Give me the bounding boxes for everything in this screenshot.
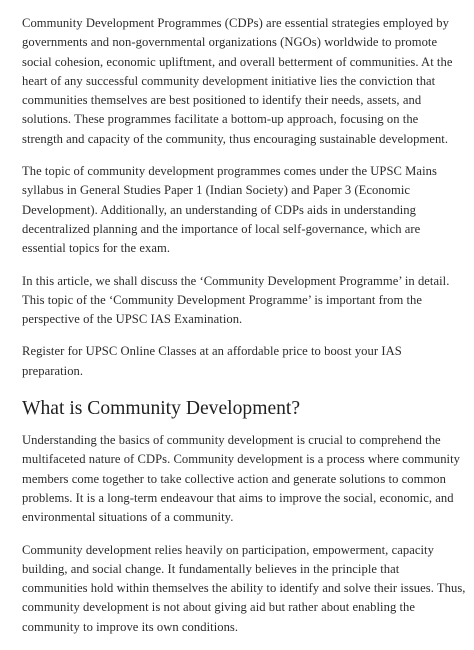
principles-paragraph — [22, 541, 466, 637]
article-body — [22, 14, 466, 650]
text-line: environmental situations of a community. — [22, 510, 234, 525]
text-line: Community Development Programmes (CDPs) are essential strategies employed by — [22, 16, 450, 30]
text-line: In this article, we shall discuss the ‘Community Development Programme’ in detail. — [22, 273, 450, 288]
text-line: Development). Additionally, an understanding of CDPs aids in understanding — [22, 202, 416, 217]
text-line: Understanding the basics of community development is crucial to comprehend the — [22, 433, 441, 448]
text-line: solutions. These programmes facilitate a bottom-up approach, focusing on the — [22, 112, 419, 127]
text-line: community to improve its own conditions. — [22, 619, 239, 634]
text-line: multifaceted nature of CDPs. Community development is a process where community — [22, 452, 460, 467]
text-line: governments and non-governmental organizations (NGOs) worldwide to promote — [22, 35, 438, 50]
text-line: social cohesion, economic upliftment, and overall betterment of communities. At the — [22, 54, 453, 69]
definition-paragraph — [22, 431, 460, 527]
text-line: communities hold within themselves the ability to identify and solve their issues. Thus, — [22, 581, 466, 596]
register-paragraph — [22, 342, 454, 381]
section-heading: What is Community Development? — [22, 398, 301, 420]
text-line: essential topics for the exam. — [22, 241, 171, 256]
text-line: The topic of community development programmes comes under the UPSC Mains — [22, 164, 437, 179]
intro-paragraph — [22, 14, 454, 149]
text-line: heart of any successful community development initiative lies the conviction that — [22, 73, 436, 88]
text-line: syllabus in General Studies Paper 1 (Indian Society) and Paper 3 (Economic — [22, 183, 411, 198]
text-line: perspective of the UPSC IAS Examination. — [22, 312, 243, 327]
text-line: decentralized planning and the importance of local self-governance, which are — [22, 221, 421, 236]
text-line: problems. It is a long-term endeavour that aims to improve the social, economic, and — [22, 490, 454, 505]
text-line: Community development relies heavily on participation, empowerment, capacity — [22, 542, 434, 557]
text-line: This topic of the ‘Community Development Programme’ is important from the — [22, 292, 423, 307]
text-line: community development is not about giving aid but rather about enabling the — [22, 600, 416, 615]
text-line: preparation. — [22, 363, 84, 378]
text-line: communities themselves are best positioned to identify their needs, assets, and — [22, 93, 422, 108]
text-line: strength and capacity of the community, thus encouraging sustainable development. — [22, 131, 449, 146]
text-line: members come together to take collective action and generate solutions to common — [22, 471, 447, 486]
syllabus-paragraph — [22, 162, 454, 258]
article-scope-paragraph — [22, 272, 454, 330]
text-line: Register for UPSC Online Classes at an affordable price to boost your IAS — [22, 344, 402, 359]
text-line: building, and social change. It fundamentally believes in the principle that — [22, 561, 400, 576]
